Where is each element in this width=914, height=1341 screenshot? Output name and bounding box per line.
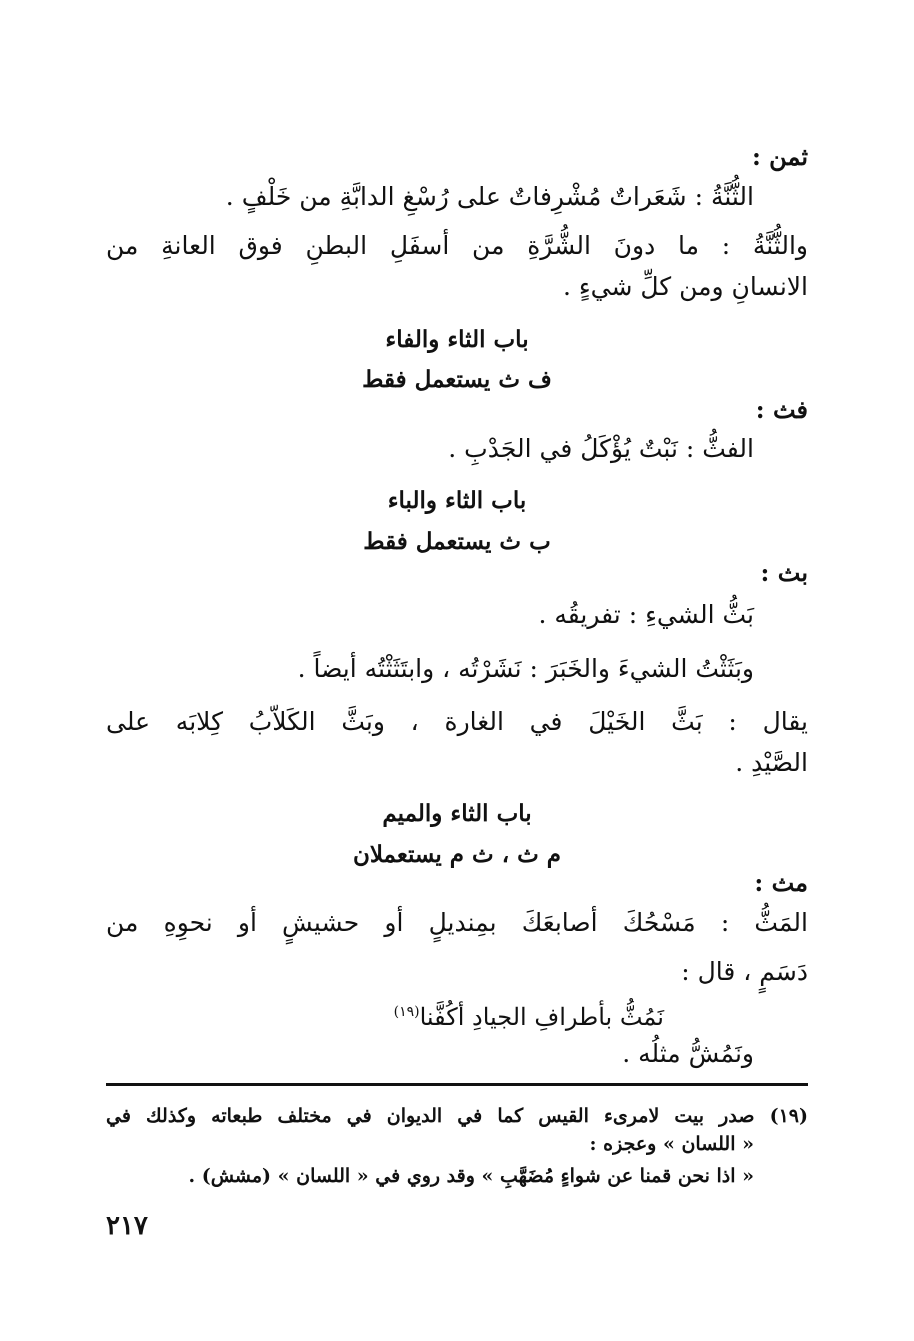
entry-line: الثُّنَّةُ : شَعَراتٌ مُشْرِفاتٌ على رُسْغِ الدابَّةِ من خَلْفٍ .: [225, 182, 754, 211]
footnote-divider: [106, 1083, 808, 1086]
entry-line: الصَّيْدِ .: [735, 748, 808, 777]
entry-line: الانسانِ ومن كلِّ شيءٍ .: [562, 272, 808, 301]
entry-line: المَثُّ : مَسْحُكَ أصابعَكَ بمِنديلٍ أو حشيشٍ أو نحوِهِ من: [106, 908, 808, 937]
root-heading-bth: بث :: [760, 558, 808, 587]
root-heading-mth: مث :: [754, 868, 808, 897]
verse-line: [394, 995, 664, 1034]
entry-line: ونَمُشُّ مثلُه .: [622, 1039, 754, 1068]
root-heading-fth: فث :: [755, 395, 808, 424]
chapter-subtitle: ب ث يستعمل فقط: [363, 528, 551, 555]
entry-line: والثُّنَّةُ : ما دونَ الشُّرَّةِ من أسفَلِ البطنِ فوق العانةِ من: [106, 231, 808, 260]
entry-line: الفثُّ : نَبْتٌ يُؤْكَلُ في الجَدْبِ .: [448, 434, 754, 463]
chapter-subtitle: م ث ، ث م يستعملان: [352, 841, 562, 868]
root-heading-thmn: ثمن :: [751, 142, 808, 171]
chapter-title: باب الثاء والميم: [382, 800, 532, 827]
entry-line: وبَثَثْتُ الشيءَ والخَبَرَ : نَشَرْتُه ، وابتَثَثْتُه أيضاً .: [297, 654, 754, 683]
footnote-line: « اذا نحن قمنا عن شواءٍ مُضَهَّبِ » وقد روي في « اللسان » (مشش) .: [188, 1165, 754, 1187]
page-number: ٢١٧: [106, 1211, 148, 1241]
entry-line: دَسَمٍ ، قال :: [681, 957, 808, 986]
chapter-title: باب الثاء والفاء: [385, 326, 529, 353]
chapter-title: باب الثاء والباء: [387, 487, 527, 514]
footnote-line: « اللسان » وعجزه :: [589, 1133, 754, 1155]
footnote-ref: (١٩): [393, 1004, 420, 1020]
footnote-line: (١٩) صدر بيت لامرىء القيس كما في الديوان في مختلف طبعاته وكذلك في: [106, 1105, 808, 1127]
chapter-subtitle: ف ث يستعمل فقط: [362, 366, 552, 393]
verse-text: نَمُثُّ بأطرافِ الجيادِ أكُفَّنا: [419, 1003, 664, 1031]
entry-line: بَثُّ الشيءِ : تفريقُه .: [538, 600, 754, 629]
entry-line: يقال : بَثَّ الخَيْلَ في الغارة ، وبَثَّ الكَلاّبُ كِلابَه على: [106, 707, 808, 736]
